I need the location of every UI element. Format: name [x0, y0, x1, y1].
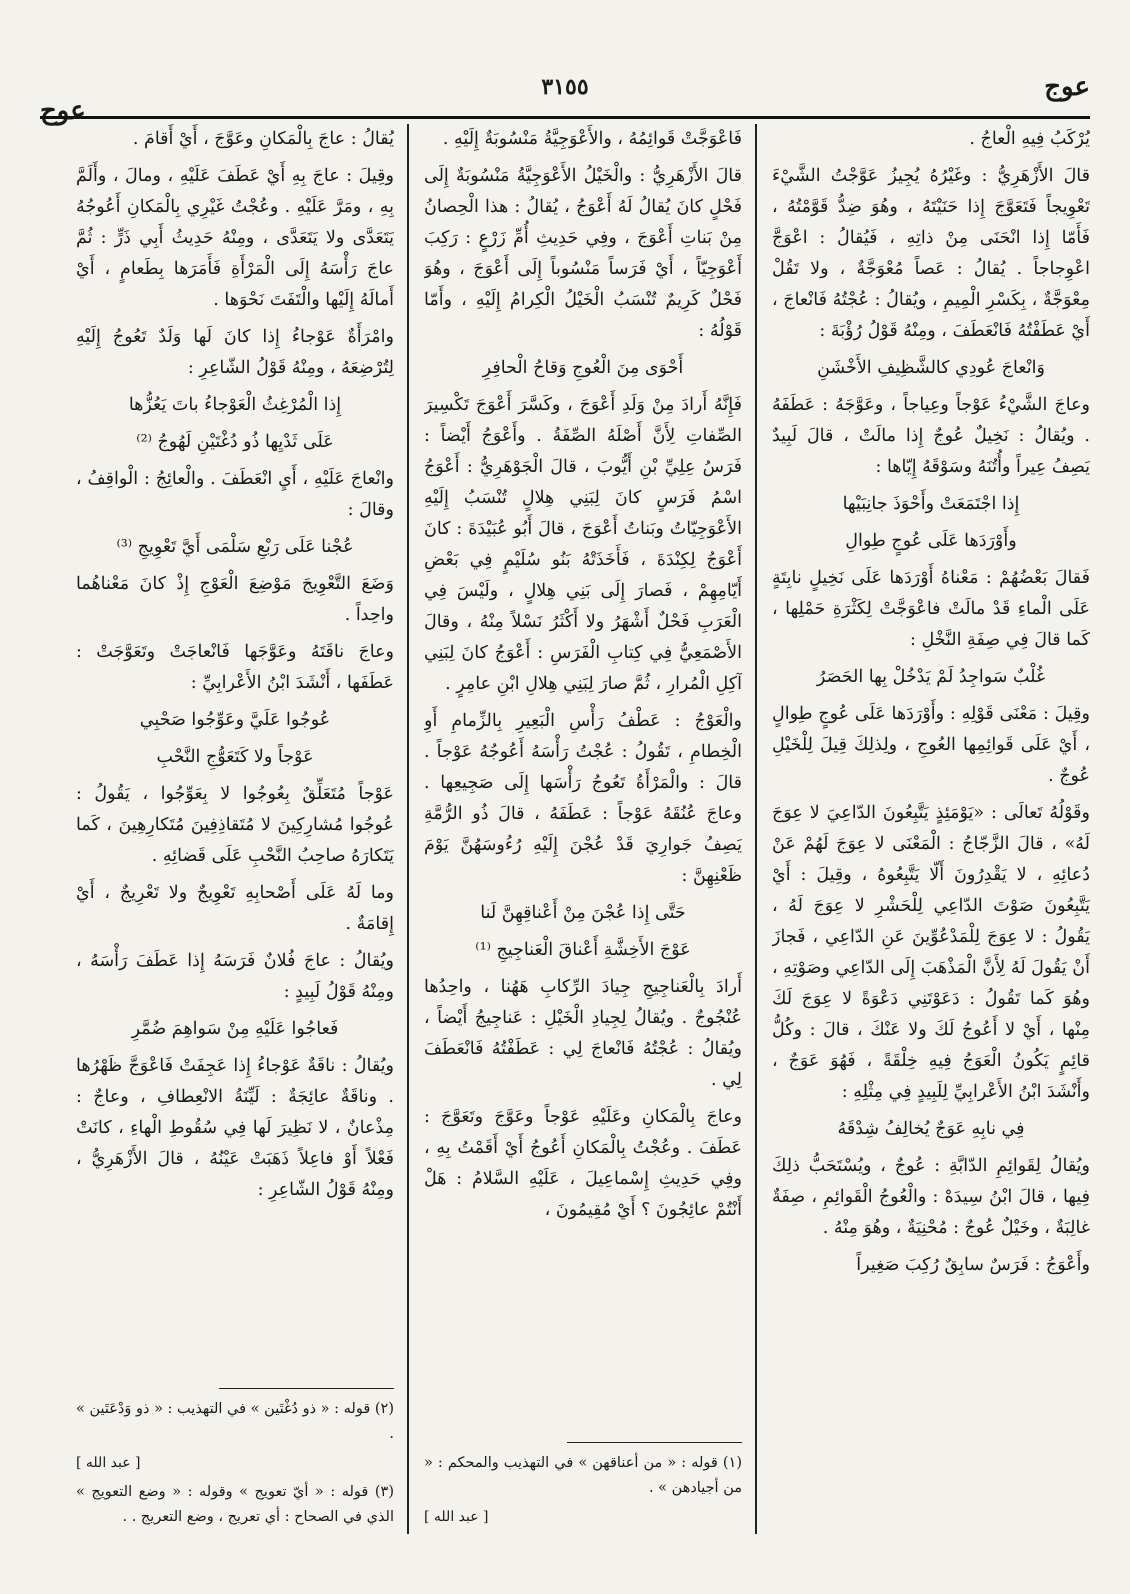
verse: وَانْعاجَ عُودِي كالشَّظِيفِ الأَخْشَنِ [817, 358, 1045, 378]
footnote-rule [567, 1442, 742, 1443]
paragraph: يُقالُ : عاجَ بِالْمَكانِ وعَوَّجَ ، أَيْ أَقامَ . [132, 129, 394, 149]
footnote: (٢) قوله : « ذو دُغْتَين » في التهذيب : « ذو وَدْعَتَين » . [76, 1401, 394, 1442]
paragraph: وقِيلَ : مَعْنَى قَوْلِهِ : وأَوْرَدَها عَلَى عُوجٍ طِوالٍ ، أَيْ عَلَى قَوائِمِها العُوجِ ، ولِذلِكَ قِيلَ لِلْخَيْلِ عُوجٌ . [772, 704, 1090, 786]
paragraph: وعاجَ الشَّيْءُ عَوْجاً وعِياجاً ، وعَوَّجَهُ : عَطَفَهُ . ويُقالُ : نَخِيلٌ عُوجٌ إِذا مالَتْ ، قالَ لَبِيدٌ يَصِفُ عِيراً وأُتُنَهُ وسَوْقَهُ إِيّاها : [772, 395, 1090, 477]
paragraph: عَوْجاً مُتَعَلِّقٌ بِعُوجُوا لا بِعَوِّجُوا ، يَقُولُ : عُوجُوا مُشارِكِينَ لا مُتَقاذِفِينَ مُتَكارِهِينَ ، كَما يَتَكارَهُ صاحِبُ النَّحْبِ عَلَى قَضائِهِ . [76, 784, 394, 866]
verse: عَوْجَ الأَخِشَّةِ أَعْناقَ الْعَناجِيجِ ⁽¹⁾ [475, 940, 691, 960]
paragraph: يُرْكَبُ فِيهِ الْعاجُ . [969, 129, 1090, 149]
column-middle [424, 124, 742, 1534]
paragraph: وعاجَ ناقَتَهُ وعَوَّجَها فَانْعاجَتْ وتَعَوَّجَتْ : عَطَفَها ، أَنْشَدَ ابْنُ الأَعْرابِيِّ : [76, 642, 394, 693]
paragraph: وقِيلَ : عاجَ بِهِ أَيْ عَطَفَ عَلَيْهِ ، ومالَ ، وأَلَمَّ بِهِ ، ومَرَّ عَلَيْهِ . وعُجْتُ غَيْرِي بِالْمَكانِ أَعُوجُهُ يَتَعَدَّى ولا يَتَعَدَّى ، ومِنْهُ حَدِيثُ أَبِي ذَرٍّ : ثُمَّ عاجَ رَأْسَهُ إِلَى الْمَرْأَةِ فَأَمَرَها بِطَعامٍ ، أَيْ أَمالَهُ إِلَيْها والْتَفَتَ نَحْوَها . [76, 166, 394, 310]
page-header [40, 72, 1090, 126]
verse: حَتَّى إِذا عُجْنَ مِنْ أَعْناقِهِنَّ لَنا [480, 903, 686, 923]
verse: وأَوْرَدَها عَلَى عُوجٍ طِوالِ [845, 531, 1017, 551]
paragraph: وقَوْلُهُ تَعالَى : «يَوْمَئِذٍ يَتَّبِعُونَ الدّاعِيَ لا عِوَجَ لَهُ» ، قالَ الزَّجّاجُ : الْمَعْنَى لا عِوَجَ لَهُمْ عَنْ دُعائِهِ ، لا يَقْدِرُونَ أَلّا يَتَّبِعُوهُ ، وقِيلَ : أَيْ يَتَّبِعُونَ صَوْتَ الدّاعِي لِلْحَشْرِ لا عِوَجَ لَهُ ، يَقُولُ : لا عِوَجَ لِلْمَدْعُوِّينَ عَنِ الدّاعِي ، فَجازَ أَنْ يَقُولَ لَهُ لِأَنَّ الْمَذْهَبَ إِلَى الدّاعِي وصَوْتِهِ ، وهُوَ كَما تَقُولُ : دَعَوْتَنِي دَعْوَةً لا عِوَجَ لَكَ مِنْها ، أَيْ لا أَعُوجُ لَكَ ولا عَنْكَ ، قالَ : وكُلُّ قائِمٍ يَكُونُ الْعَوَجُ فِيهِ خِلْقَةً ، فَهُوَ عَوَجٌ ، وأَنْشَدَ ابْنُ الأَعْرابِيِّ لِلَبِيدٍ فِي مِثْلِهِ : [772, 803, 1090, 1102]
footnote-signature: [ عبد الله ] [424, 1509, 489, 1525]
column-divider [755, 124, 757, 1534]
paragraph: ويُقالُ : ناقَةٌ عَوْجاءُ إِذا عَجِفَتْ فَاعْوَجَّ ظَهْرُها . وناقَةٌ عائِجَةٌ : لَيِّنَةُ الانْعِطافِ ، وعاجٌ : مِذْعانٌ ، لا نَظِيرَ لَها فِي سُقُوطِ الْهاءِ ، كانَتْ فَعْلاً أَوْ فاعِلاً ذَهَبَتْ عَيْنُهُ ، قالَ الأَزْهَرِيُّ ، ومِنْهُ قَوْلُ الشّاعِرِ : [76, 1056, 394, 1200]
column-left [76, 124, 394, 1534]
paragraph: أَرادَ بِالْعَناجِيجِ جِيادَ الرِّكابِ هَهُنا ، واحِدُها عُنْجُوجٌ . ويُقالُ لِجِيادِ الْخَيْلِ : عَناجِيجُ أَيْضاً ، ويُقالُ : عُجْتُهُ فَانْعاجَ لِي : عَطَفْتُهُ فَانْعَطَفَ لِي . [424, 977, 742, 1090]
running-head-right: عوج [1044, 72, 1090, 102]
paragraph: وامْرَأَةٌ عَوْجاءُ إِذا كانَ لَها وَلَدٌ تَعُوجُ إِلَيْهِ لِتُرْضِعَهُ ، ومِنْهُ قَوْلُ الشّاعِرِ : [76, 327, 394, 378]
paragraph: قالَ الأَزْهَرِيُّ : وغَيْرُهُ يُجِيزُ عَوَّجْتُ الشَّيْءَ تَعْوِيجاً فَتَعَوَّجَ إِذا حَنَيْتَهُ ، وهُوَ ضِدُّ قَوَّمْتُهُ ، فَأَمّا إِذا انْحَنَى مِنْ ذاتِهِ ، فَيُقالُ : اعْوَجَّ اعْوِجاجاً . يُقالُ : عَصاً مُعْوَجَّةٌ ، ولا تَقُلْ مِعْوَجَّةٌ ، بِكَسْرِ الْمِيمِ ، ويُقالُ : عُجْتُهُ فَانْعاجَ ، أَيْ عَطَفْتُهُ فَانْعَطَفَ ، ومِنْهُ قَوْلُ رُؤْبَةَ : [772, 166, 1090, 341]
verse: إِذا اجْتَمَعَتْ وأَحْوَذَ جانِبَيْها [842, 494, 1020, 514]
verse: عَلَى ثَدْيِها ذُو دُغْتَيْنِ لَهُوجُ ⁽²⁾ [136, 432, 334, 452]
paragraph: فَقالَ بَعْضُهُمْ : مَعْناهُ أَوْرَدَها عَلَى نَخِيلٍ نابِتَةٍ عَلَى الْماءِ قَدْ مالَتْ فاعْوَجَّتْ لِكَثْرَةِ حَمْلِها ، كَما قالَ فِي صِفَةِ النَّخْلِ : [772, 568, 1090, 650]
paragraph: قالَ الأَزْهَرِيُّ : والْخَيْلُ الأَعْوَجِيَّةُ مَنْسُوبَةٌ إِلَى فَحْلٍ كانَ يُقالُ لَهُ أَعْوَجُ ، يُقالُ : هذا الْحِصانُ مِنْ بَناتِ أَعْوَجَ ، وفِي حَدِيثِ أُمِّ زَرْعٍ : رَكِبَ أَعْوَجِيّاً ، أَيْ فَرَساً مَنْسُوباً إِلَى أَعْوَجَ ، وهُوَ فَحْلٌ كَرِيمٌ تُنْسَبُ الْخَيْلُ الْكِرامُ إِلَيْهِ ، وأَمّا قَوْلُهُ : [424, 166, 742, 341]
paragraph: وأَعْوَجُ : فَرَسٌ سابِقٌ رُكِبَ صَغِيراً [856, 1255, 1090, 1275]
verse: عَوْجاً ولا كَتَعَوُّجِ النَّحْبِ [156, 747, 314, 767]
paragraph: ويُقالُ : عاجَ فُلانٌ فَرَسَهُ إِذا عَطَفَ رَأْسَهُ ، ومِنْهُ قَوْلُ لَبِيدٍ : [76, 951, 394, 1002]
footnotes [424, 1442, 742, 1534]
page-number: ٣١٥٥ [541, 74, 589, 100]
footnote: (٣) قوله : « أيّ تعويج » وقوله : « وضع التعويج » الذي في الصحاح : أي تعريج ، وضع التعريج . . [76, 1484, 394, 1525]
verse: فِي نابِهِ عَوَجٌ يُخالِفُ شِدْقَهُ [837, 1119, 1025, 1139]
verse: غُلْبٌ سَواجِدُ لَمْ يَدْخُلْ بِها الحَصَرُ [816, 667, 1046, 687]
verse: عُجْنا عَلَى رَبْعِ سَلْمَى أَيَّ تَعْوِيجِ ⁽³⁾ [116, 537, 354, 557]
verse: أَحْوَى مِنَ الْعُوجِ وَقاحُ الْحافِرِ [482, 358, 684, 378]
footnotes [76, 1388, 394, 1534]
paragraph: ويُقالُ لِقَوائِمِ الدّابَّةِ : عُوجٌ ، ويُسْتَحَبُّ ذلِكَ فِيها ، قالَ ابْنُ سِيدَهْ : والْعُوجُ الْقَوائِمِ ، صِفَةٌ غالِبَةٌ ، وخَيْلٌ عُوجٌ : مُحْنِيَةٌ ، وهُوَ مِنْهُ . [772, 1156, 1090, 1238]
column-divider [407, 124, 409, 1534]
paragraph: وعاجَ بِالْمَكانِ وعَلَيْهِ عَوْجاً وعَوَّجَ وتَعَوَّجَ : عَطَفَ . وعُجْتُ بِالْمَكانِ أَعُوجُ أَيْ أَقَمْتُ بِهِ ، وفِي حَدِيثِ إِسْماعِيلَ ، عَلَيْهِ السَّلامُ : هَلْ أَنْتُمْ عائِجُونَ ؟ أَيْ مُقِيمُونَ ، [424, 1107, 742, 1220]
paragraph: وما لَهُ عَلَى أَصْحابِهِ تَعْوِيجٌ ولا تَعْرِيجٌ ، أَيْ إِقامَةٌ . [76, 883, 394, 934]
footnote: (١) قوله : « من أعناقهن » في التهذيب والمحكم : « من أجيادهن » . [424, 1455, 742, 1496]
paragraph: وَضَعَ التَّعْوِيجَ مَوْضِعَ الْعَوْجِ إِذْ كانَ مَعْناهُما واحِداً . [76, 574, 394, 625]
header-rule [40, 116, 1090, 119]
footnote-rule [219, 1388, 394, 1389]
verse: عُوجُوا عَلَيَّ وعَوِّجُوا صَحْبِي [139, 710, 331, 730]
verse: إِذا الْمُرْغِثُ الْعَوْجاءُ باتَ يَعُزُّها [128, 395, 342, 415]
paragraph: والْعَوْجُ : عَطْفُ رَأْسِ الْبَعِيرِ بِالزِّمامِ أَوِ الْخِطامِ ، تَقُولُ : عُجْتُ رَأْسَهُ أَعُوجُهُ عَوْجاً . قالَ : والْمَرْأَةُ تَعُوجُ رَأْسَها إِلَى صَجِيعِها . وعاجَ عُنُقَهُ عَوْجاً : عَطَفَهُ ، قالَ ذُو الرُّمَّةِ يَصِفُ جَوارِيَ قَدْ عُجْنَ إِلَيْهِ رُءُوسَهُنَّ يَوْمَ ظَعْنِهِنَّ : [424, 711, 742, 886]
running-head-left: عوج [40, 96, 86, 126]
verse: فَعاجُوا عَلَيْهِ مِنْ سَواهِمَ ضُمَّرِ [131, 1019, 339, 1039]
column-right [772, 124, 1090, 1534]
footnote-signature: [ عبد الله ] [76, 1455, 141, 1471]
paragraph: فَإِنَّهُ أَرادَ مِنْ وَلَدِ أَعْوَجَ ، وكَسَّرَ أَعْوَجَ تَكْسِيرَ الصِّفاتِ لِأَنَّ أَصْلَهُ الصِّفَةُ . وأَعْوَجُ أَيْضاً : فَرَسُ عِلِيِّ بْنِ أَيُّوبَ ، قالَ الْجَوْهَرِيُّ : أَعْوَجُ اسْمُ فَرَسٍ كانَ لِبَنِي هِلالٍ تُنْسَبُ إِلَيْهِ الأَعْوَجِيّاتُ وبَناتُ أَعْوَجَ ، قالَ أَبُو عُبَيْدَةَ : كانَ أَعْوَجُ لِكِنْدَةَ ، فَأَخَذَتْهُ بَنُو سُلَيْمٍ فِي بَعْضِ أَيّامِهِمْ ، فَصارَ إِلَى بَنِي هِلالٍ ، ولَيْسَ فِي الْعَرَبِ فَحْلٌ أَشْهَرُ ولا أَكْثَرُ نَسْلاً مِنْهُ ، وقالَ الأَصْمَعِيُّ فِي كِتابِ الْفَرَسِ : أَعْوَجُ كانَ لِبَنِي آكِلِ الْمُرارِ ، ثُمَّ صارَ لِبَنِي هِلالِ ابْنِ عامِرٍ . [424, 395, 742, 694]
paragraph: فَاعْوَجَّتْ قَوائِمُهُ ، والأَعْوَجِيَّةُ مَنْسُوبَةٌ إِلَيْهِ . [442, 129, 742, 149]
text-columns [40, 124, 1090, 1534]
paragraph: وانْعاجَ عَلَيْهِ ، أَيِ انْعَطَفَ . والْعائِجُ : الْواقِفُ ، وقالَ : [76, 469, 394, 520]
